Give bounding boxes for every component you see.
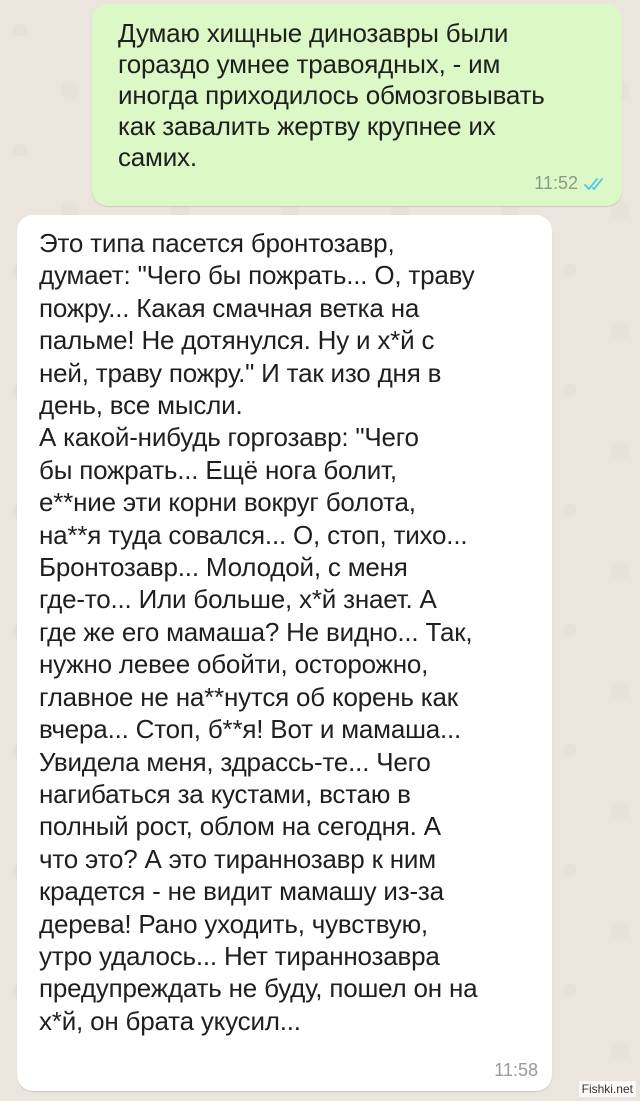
outgoing-message-time: 11:52 <box>534 173 578 193</box>
incoming-message-text: Это типа пасется бронтозавр, думает: "Чего бы пожрать... О, траву пожру... Какая смачная ветка на пальме! Не дотянулся. Ну и х*й с ней, траву пожру." И так изо дня в день, все мысли. А какой-нибудь горгозавр: "Чего бы пожрать... Ещё нога болит, е**ние эти корни вокруг болота, на**я туда совался... О, стоп, тихо... Бронтозавр... Молодой, с меня где-то... Или больше, х*й знает. А где же его мамаша? Не видно... Так, нужно левее обойти, осторожно, главное не на**нутся об корень как вчера... Стоп, б**я! Вот и мамаша... Увидела меня, здрассь-те... Чего нагибаться за кустами, встаю в полный рост, облом на сегодня. А что это? А это тираннозавр к ним крадется - не видит мамашу из-за дерева! Рано уходить, чувствую, утро удалось... Нет тираннозавра предупреждать не буду, пошел он на х*й, он брата укусил... <box>39 228 478 1036</box>
incoming-message-time: 11:58 <box>494 1060 538 1080</box>
outgoing-message-meta <box>534 173 608 194</box>
incoming-message-meta <box>494 1060 538 1081</box>
outgoing-message-text: Думаю хищные динозавры были гораздо умнее травоядных, - им иногда приходилось обмозговывать как завалить жертву крупнее их самих. <box>118 18 545 172</box>
outgoing-message-bubble[interactable] <box>92 4 622 206</box>
double-check-read-icon <box>584 176 608 192</box>
incoming-message-bubble[interactable] <box>17 215 552 1091</box>
site-watermark: Fishki.net <box>579 1081 636 1097</box>
